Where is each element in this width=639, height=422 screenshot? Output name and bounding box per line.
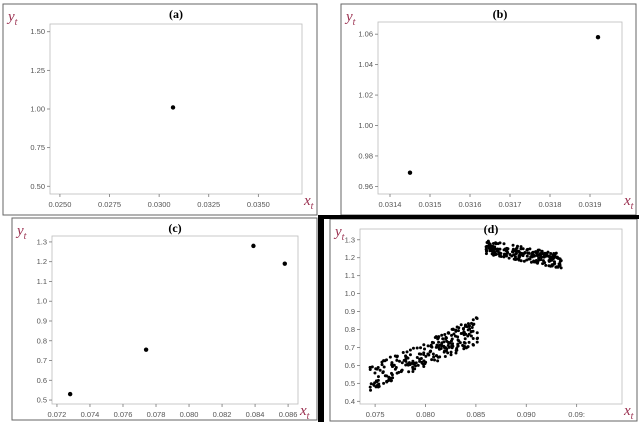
data-point	[443, 333, 446, 336]
data-point	[455, 347, 458, 350]
y-axis-label: $y_t$	[335, 224, 345, 243]
x-tick-label: 0.0319	[578, 200, 602, 209]
data-point	[546, 251, 549, 254]
data-point	[433, 359, 436, 362]
y-tick-label: 0.7	[36, 356, 47, 366]
chart-panel-d	[330, 219, 637, 422]
data-point	[462, 347, 465, 350]
data-point	[422, 363, 425, 366]
y-tick-label: 1.1	[36, 276, 47, 286]
data-point	[377, 379, 380, 382]
y-tick-label: 1.06	[358, 29, 373, 39]
chart-title: (c)	[168, 221, 182, 235]
data-point	[543, 254, 546, 257]
data-point	[525, 259, 528, 262]
data-point	[463, 331, 466, 334]
y-tick-label: 0.9	[36, 316, 47, 326]
data-point	[382, 382, 385, 385]
data-point	[430, 346, 433, 349]
data-point	[553, 262, 556, 265]
data-point	[476, 331, 479, 334]
data-point	[438, 348, 441, 351]
data-point	[438, 355, 441, 358]
y-tick-label: 0.4	[344, 396, 355, 406]
data-point	[511, 250, 514, 253]
y-tick-label: 0.98	[358, 151, 373, 161]
data-point	[493, 252, 496, 255]
data-point	[503, 242, 506, 245]
data-point	[446, 351, 449, 354]
data-point	[535, 253, 538, 256]
x-tick-label: 0.0325	[197, 200, 221, 209]
data-point	[436, 337, 439, 340]
data-point	[389, 356, 392, 359]
data-point	[391, 373, 394, 376]
data-point	[596, 35, 600, 39]
y-tick-label: 1.0	[344, 289, 355, 299]
chart-title: (b)	[492, 7, 508, 21]
data-point	[383, 365, 386, 368]
data-point	[413, 362, 416, 365]
data-point	[398, 360, 401, 363]
data-point	[411, 362, 414, 365]
data-point	[471, 326, 474, 329]
y-tick-label: 1.04	[358, 60, 373, 70]
data-point	[466, 345, 469, 348]
y-tick-label: 0.5	[344, 378, 355, 388]
data-point	[407, 370, 410, 373]
x-tick-label: 0.0318	[538, 200, 562, 209]
data-point	[551, 263, 554, 266]
y-tick-label: 1.0	[36, 296, 47, 306]
data-point	[556, 266, 559, 269]
data-point	[408, 170, 412, 174]
x-tick-label: 0.074	[80, 410, 100, 419]
data-point	[377, 375, 380, 378]
horizontal-divider	[318, 215, 639, 219]
data-point	[427, 354, 430, 357]
x-tick-label: 0.086	[278, 410, 298, 419]
panel-frame	[330, 219, 637, 421]
data-point	[390, 379, 393, 382]
y-tick-label: 1.2	[344, 253, 355, 263]
data-point	[460, 332, 463, 335]
y-tick-label: 1.02	[358, 90, 373, 100]
data-point	[401, 369, 404, 372]
x-tick-label: 0.0317	[498, 200, 522, 209]
x-tick-label: 0.085	[466, 410, 486, 419]
data-point	[409, 353, 412, 356]
y-tick-label: 1.1	[344, 271, 355, 281]
x-tick-label: 0.0275	[98, 200, 122, 209]
data-point	[407, 364, 410, 367]
data-point	[530, 261, 533, 264]
vertical-divider	[318, 218, 324, 422]
data-point	[485, 250, 488, 253]
data-point	[406, 350, 409, 353]
data-point	[499, 241, 502, 244]
data-point	[463, 341, 466, 344]
data-point	[460, 323, 463, 326]
data-point	[454, 335, 457, 338]
data-point	[470, 330, 473, 333]
data-point	[384, 374, 387, 377]
data-point	[416, 346, 419, 349]
data-point	[518, 254, 521, 257]
x-tick-label: 0.0250	[48, 200, 72, 209]
data-point	[396, 355, 399, 358]
y-tick-label: 0.5	[36, 395, 47, 405]
y-tick-label: 1.3	[344, 235, 355, 245]
data-point	[395, 359, 398, 362]
data-point	[424, 355, 427, 358]
data-point	[444, 336, 447, 339]
data-point	[419, 346, 422, 349]
data-point	[373, 371, 376, 374]
data-point	[513, 258, 516, 261]
chart-panel-b	[341, 4, 636, 215]
chart-panel-a	[3, 4, 317, 215]
x-axis-label: $x_t$	[624, 403, 634, 422]
data-point	[457, 329, 460, 332]
data-point	[369, 386, 372, 389]
x-tick-label: 0.072	[47, 410, 67, 419]
data-point	[376, 368, 379, 371]
y-axis-label: $y_t$	[17, 223, 27, 242]
data-point	[468, 333, 471, 336]
y-tick-label: 0.9	[344, 307, 355, 317]
data-point	[541, 262, 544, 265]
data-point	[171, 105, 175, 109]
data-point	[405, 357, 408, 360]
data-point	[431, 341, 434, 344]
y-tick-label: 0.8	[344, 325, 355, 335]
data-point	[445, 347, 448, 350]
y-tick-label: 1.3	[36, 237, 47, 247]
data-point	[554, 255, 557, 258]
data-point	[385, 380, 388, 383]
data-point	[537, 249, 540, 252]
data-point	[529, 258, 532, 261]
y-tick-label: 0.6	[344, 360, 355, 370]
data-point	[391, 365, 394, 368]
data-point	[544, 264, 547, 267]
data-point	[379, 369, 382, 372]
y-tick-label: 0.96	[358, 181, 373, 191]
data-point	[401, 361, 404, 364]
data-point	[505, 249, 508, 252]
data-point	[422, 359, 425, 362]
data-point	[467, 328, 470, 331]
data-point	[382, 359, 385, 362]
y-tick-label: 1.2	[36, 257, 47, 267]
data-point	[472, 337, 475, 340]
data-point	[548, 256, 551, 259]
data-point	[440, 334, 443, 337]
x-tick-label: 0.09:	[568, 410, 585, 419]
y-tick-label: 0.7	[344, 342, 355, 352]
x-axis-label: $x_t$	[304, 193, 314, 212]
data-point	[450, 353, 453, 356]
data-point	[369, 389, 372, 392]
data-point	[548, 260, 551, 263]
y-tick-label: 0.8	[36, 336, 47, 346]
data-point	[440, 341, 443, 344]
data-point	[520, 259, 523, 262]
data-point	[465, 325, 468, 328]
data-point	[451, 338, 454, 341]
data-point	[419, 353, 422, 356]
data-point	[412, 347, 415, 350]
data-point	[409, 349, 412, 352]
x-tick-label: 0.0300	[147, 200, 171, 209]
x-tick-label: 0.0316	[458, 200, 482, 209]
data-point	[432, 352, 435, 355]
data-point	[441, 337, 444, 340]
data-point	[427, 344, 430, 347]
data-point	[560, 259, 563, 262]
data-point	[516, 245, 519, 248]
y-axis-label: $y_t$	[8, 9, 18, 28]
data-point	[68, 392, 72, 396]
data-point	[435, 346, 438, 349]
x-tick-label: 0.082	[212, 410, 232, 419]
y-tick-label: 0.50	[30, 181, 45, 191]
y-tick-label: 1.50	[30, 27, 45, 37]
data-point	[495, 242, 498, 245]
chart-title: (d)	[483, 222, 499, 236]
data-point	[444, 355, 447, 358]
data-point	[457, 339, 460, 342]
data-point	[283, 261, 287, 265]
data-point	[447, 331, 450, 334]
x-tick-label: 0.090	[516, 410, 536, 419]
data-point	[381, 371, 384, 374]
data-point	[526, 255, 529, 258]
data-point	[391, 376, 394, 379]
data-point	[450, 334, 453, 337]
data-point	[512, 244, 515, 247]
data-point	[251, 244, 255, 248]
x-axis-label: $x_t$	[624, 193, 634, 212]
data-point	[144, 347, 148, 351]
data-point	[422, 343, 425, 346]
data-point	[462, 344, 465, 347]
data-point	[470, 322, 473, 325]
data-point	[402, 351, 405, 354]
data-point	[476, 341, 479, 344]
data-point	[526, 248, 529, 251]
panel-frame	[12, 218, 317, 420]
data-point	[371, 365, 374, 368]
data-point	[490, 245, 493, 248]
data-point	[396, 372, 399, 375]
data-point	[437, 341, 440, 344]
data-point	[450, 351, 453, 354]
data-point	[395, 366, 398, 369]
data-point	[542, 259, 545, 262]
data-point	[436, 359, 439, 362]
data-point	[539, 258, 542, 261]
y-tick-label: 0.6	[36, 375, 47, 385]
data-point	[472, 343, 475, 346]
y-tick-label: 1.25	[30, 65, 45, 75]
x-tick-label: 0.0350	[246, 200, 270, 209]
data-point	[435, 354, 438, 357]
panel-frame	[341, 4, 636, 215]
data-point	[454, 352, 457, 355]
data-point	[526, 252, 529, 255]
data-point	[432, 355, 435, 358]
data-point	[369, 368, 372, 371]
data-point	[443, 349, 446, 352]
data-point	[464, 337, 467, 340]
data-point	[420, 357, 423, 360]
y-axis-label: $y_t$	[346, 9, 356, 28]
data-point	[475, 316, 478, 319]
data-point	[385, 358, 388, 361]
data-point	[462, 327, 465, 330]
x-tick-label: 0.0314	[378, 200, 402, 209]
x-tick-label: 0.0315	[418, 200, 442, 209]
chart-title: (a)	[169, 7, 183, 21]
data-point	[534, 250, 537, 253]
data-point	[510, 255, 513, 258]
x-tick-label: 0.075	[365, 410, 385, 419]
data-point	[493, 247, 496, 250]
data-point	[472, 318, 475, 321]
data-point	[456, 325, 459, 328]
data-point	[540, 251, 543, 254]
data-point	[514, 250, 517, 253]
data-point	[508, 257, 511, 260]
data-point	[417, 364, 420, 367]
data-point	[376, 384, 379, 387]
data-point	[451, 345, 454, 348]
y-tick-label: 1.00	[30, 104, 45, 114]
x-tick-label: 0.076	[113, 410, 133, 419]
data-point	[500, 255, 503, 258]
data-point	[456, 343, 459, 346]
data-point	[533, 260, 536, 263]
data-point	[502, 255, 505, 258]
data-point	[467, 322, 470, 325]
data-point	[454, 330, 457, 333]
chart-panel-c	[12, 218, 317, 422]
y-tick-label: 1.00	[358, 121, 373, 131]
data-point	[523, 251, 526, 254]
x-axis-label: $x_t$	[300, 403, 310, 422]
y-tick-label: 0.75	[30, 143, 45, 153]
data-point	[468, 341, 471, 344]
data-point	[412, 367, 415, 370]
data-point	[423, 348, 426, 351]
data-point	[373, 381, 376, 384]
x-tick-label: 0.084	[245, 410, 265, 419]
data-point	[520, 245, 523, 248]
data-point	[536, 259, 539, 262]
x-tick-label: 0.078	[146, 410, 166, 419]
data-point	[498, 248, 501, 251]
data-point	[487, 241, 490, 244]
data-point	[411, 370, 414, 373]
x-tick-label: 0.080	[179, 410, 199, 419]
data-point	[430, 358, 433, 361]
data-point	[445, 340, 448, 343]
data-point	[476, 337, 479, 340]
data-point	[451, 328, 454, 331]
x-tick-label: 0.080	[416, 410, 435, 419]
